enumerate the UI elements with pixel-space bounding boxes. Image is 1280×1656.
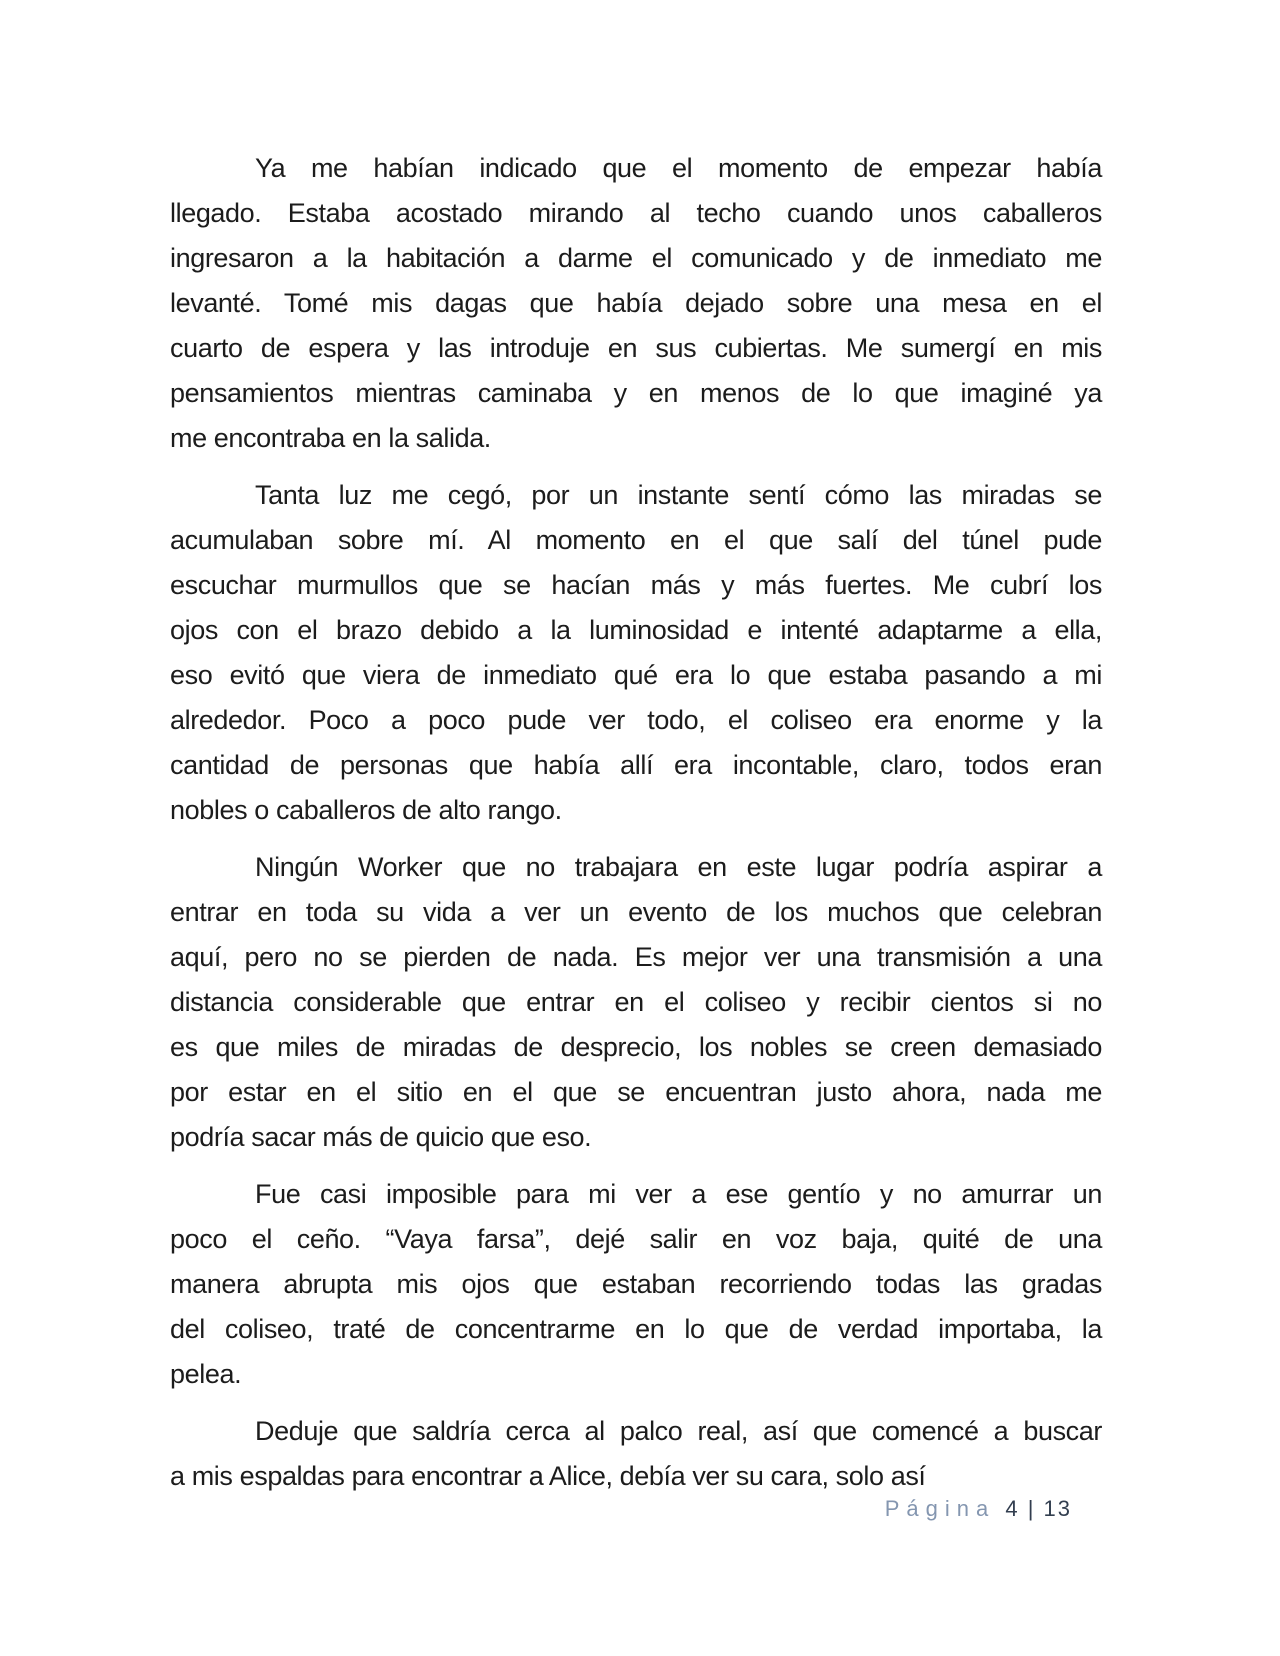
document-body (170, 146, 1102, 1511)
page-number: 4 | 13 (1005, 1496, 1072, 1521)
paragraph (170, 473, 1102, 833)
text-line: por estar en el sitio en el que se encuentran justo ahora, nada me (170, 1077, 1102, 1107)
text-line: nobles o caballeros de alto rango. (170, 795, 562, 825)
text-line: me encontraba en la salida. (170, 423, 491, 453)
paragraph (170, 146, 1102, 461)
text-line: Fue casi imposible para mi ver a ese gentío y no amurrar un (255, 1179, 1102, 1209)
paragraph (170, 1172, 1102, 1397)
text-line: podría sacar más de quicio que eso. (170, 1122, 592, 1152)
text-line: Ningún Worker que no trabajara en este lugar podría aspirar a (255, 852, 1102, 882)
text-line: ingresaron a la habitación a darme el comunicado y de inmediato me (170, 243, 1102, 273)
page-footer-label: Página (884, 1496, 996, 1521)
text-line: Ya me habían indicado que el momento de empezar había (255, 153, 1102, 183)
text-line: cantidad de personas que había allí era incontable, claro, todos eran (170, 750, 1102, 780)
text-line: llegado. Estaba acostado mirando al techo cuando unos caballeros (170, 198, 1102, 228)
text-line: entrar en toda su vida a ver un evento de los muchos que celebran (170, 897, 1102, 927)
text-line: poco el ceño. “Vaya farsa”, dejé salir en voz baja, quité de una (170, 1224, 1102, 1254)
text-line: distancia considerable que entrar en el coliseo y recibir cientos si no (170, 987, 1102, 1017)
text-line: del coliseo, traté de concentrarme en lo que de verdad importaba, la (170, 1314, 1102, 1344)
text-line: ojos con el brazo debido a la luminosidad e intenté adaptarme a ella, (170, 615, 1102, 645)
text-line: escuchar murmullos que se hacían más y más fuertes. Me cubrí los (170, 570, 1102, 600)
text-line: acumulaban sobre mí. Al momento en el que salí del túnel pude (170, 525, 1102, 555)
text-line: eso evitó que viera de inmediato qué era lo que estaba pasando a mi (170, 660, 1102, 690)
paragraph (170, 1409, 1102, 1499)
text-line: cuarto de espera y las introduje en sus cubiertas. Me sumergí en mis (170, 333, 1102, 363)
text-line: Deduje que saldría cerca al palco real, así que comencé a buscar (255, 1416, 1102, 1446)
text-line: aquí, pero no se pierden de nada. Es mejor ver una transmisión a una (170, 942, 1102, 972)
text-line: Tanta luz me cegó, por un instante sentí cómo las miradas se (255, 480, 1102, 510)
paragraph (170, 845, 1102, 1160)
text-line: pelea. (170, 1359, 242, 1389)
page-footer (885, 1495, 1072, 1523)
text-line: a mis espaldas para encontrar a Alice, debía ver su cara, solo así (170, 1461, 926, 1491)
text-line: manera abrupta mis ojos que estaban recorriendo todas las gradas (170, 1269, 1102, 1299)
text-line: levanté. Tomé mis dagas que había dejado sobre una mesa en el (170, 288, 1102, 318)
text-line: alrededor. Poco a poco pude ver todo, el coliseo era enorme y la (170, 705, 1102, 735)
text-line: es que miles de miradas de desprecio, los nobles se creen demasiado (170, 1032, 1102, 1062)
text-line: pensamientos mientras caminaba y en menos de lo que imaginé ya (170, 378, 1102, 408)
